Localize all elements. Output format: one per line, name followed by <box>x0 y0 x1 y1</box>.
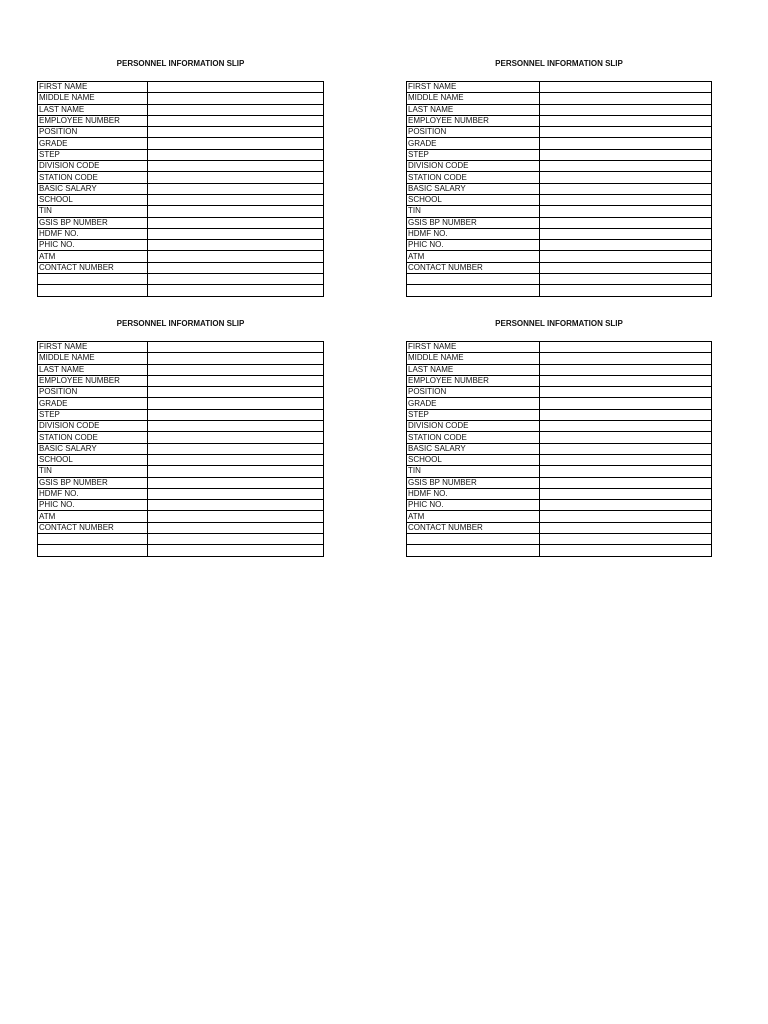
table-row <box>38 421 324 432</box>
field-label: POSITION <box>407 387 540 398</box>
table-row <box>38 115 324 126</box>
field-label: STEP <box>407 149 540 160</box>
field-label: CONTACT NUMBER <box>38 262 148 273</box>
table-row <box>407 387 712 398</box>
field-value-cell[interactable] <box>540 183 712 194</box>
field-label: LAST NAME <box>407 364 540 375</box>
table-row <box>407 500 712 511</box>
slip-table <box>406 81 712 297</box>
table-row <box>407 353 712 364</box>
field-value-cell[interactable] <box>148 194 324 205</box>
table-row <box>38 194 324 205</box>
field-label: HDMF NO. <box>38 228 148 239</box>
field-label: FIRST NAME <box>38 342 148 353</box>
field-label: PHIC NO. <box>407 240 540 251</box>
field-value-cell[interactable] <box>148 353 324 364</box>
table-row <box>407 127 712 138</box>
table-row <box>407 364 712 375</box>
table-row <box>407 477 712 488</box>
table-row <box>38 398 324 409</box>
field-label: TIN <box>407 466 540 477</box>
field-label: STEP <box>38 149 148 160</box>
field-label: EMPLOYEE NUMBER <box>38 375 148 386</box>
field-value-cell[interactable] <box>540 421 712 432</box>
field-label: SCHOOL <box>38 194 148 205</box>
field-label: FIRST NAME <box>38 82 148 93</box>
table-row <box>38 206 324 217</box>
table-row <box>38 409 324 420</box>
field-label <box>38 274 148 285</box>
field-value-cell[interactable] <box>540 115 712 126</box>
table-row <box>407 409 712 420</box>
field-value-cell[interactable] <box>540 488 712 499</box>
field-label: ATM <box>38 511 148 522</box>
field-value-cell[interactable] <box>148 398 324 409</box>
table-row <box>407 421 712 432</box>
field-label: GSIS BP NUMBER <box>407 217 540 228</box>
field-value-cell[interactable] <box>148 115 324 126</box>
table-row <box>38 488 324 499</box>
table-row <box>38 274 324 285</box>
field-value-cell[interactable] <box>148 500 324 511</box>
field-label: GSIS BP NUMBER <box>407 477 540 488</box>
field-label: MIDDLE NAME <box>407 93 540 104</box>
field-value-cell[interactable] <box>540 228 712 239</box>
field-value-cell[interactable] <box>540 398 712 409</box>
field-label: SCHOOL <box>407 454 540 465</box>
field-value-cell[interactable] <box>148 545 324 556</box>
field-value-cell[interactable] <box>540 454 712 465</box>
field-value-cell[interactable] <box>148 138 324 149</box>
slip-title: PERSONNEL INFORMATION SLIP <box>116 59 245 68</box>
field-label: PHIC NO. <box>38 240 148 251</box>
field-label: GRADE <box>407 138 540 149</box>
field-label: EMPLOYEE NUMBER <box>407 115 540 126</box>
field-label: STATION CODE <box>407 432 540 443</box>
field-label: STATION CODE <box>38 432 148 443</box>
field-label: MIDDLE NAME <box>38 93 148 104</box>
field-label: CONTACT NUMBER <box>407 522 540 533</box>
field-value-cell[interactable] <box>540 466 712 477</box>
field-value-cell[interactable] <box>148 511 324 522</box>
field-label: CONTACT NUMBER <box>38 522 148 533</box>
field-label: PHIC NO. <box>407 500 540 511</box>
field-value-cell[interactable] <box>148 409 324 420</box>
field-label: STATION CODE <box>38 172 148 183</box>
table-row <box>38 228 324 239</box>
field-value-cell[interactable] <box>148 443 324 454</box>
field-value-cell[interactable] <box>148 149 324 160</box>
table-row <box>38 251 324 262</box>
table-row <box>38 104 324 115</box>
field-label: GSIS BP NUMBER <box>38 477 148 488</box>
table-row <box>407 228 712 239</box>
table-row <box>407 217 712 228</box>
field-value-cell[interactable] <box>540 285 712 296</box>
field-value-cell[interactable] <box>148 161 324 172</box>
table-row <box>38 161 324 172</box>
field-label <box>38 285 148 296</box>
field-label: BASIC SALARY <box>38 443 148 454</box>
field-label: DIVISION CODE <box>38 421 148 432</box>
field-label: STEP <box>38 409 148 420</box>
table-row <box>407 82 712 93</box>
field-label: EMPLOYEE NUMBER <box>407 375 540 386</box>
field-label: DIVISION CODE <box>407 161 540 172</box>
field-label: EMPLOYEE NUMBER <box>38 115 148 126</box>
field-label: POSITION <box>38 127 148 138</box>
field-value-cell[interactable] <box>540 274 712 285</box>
slip-table <box>406 341 712 557</box>
field-label: LAST NAME <box>38 104 148 115</box>
field-label: STATION CODE <box>407 172 540 183</box>
table-row <box>407 342 712 353</box>
field-value-cell[interactable] <box>148 104 324 115</box>
field-value-cell[interactable] <box>148 240 324 251</box>
table-row <box>38 545 324 556</box>
field-value-cell[interactable] <box>540 545 712 556</box>
field-value-cell[interactable] <box>148 228 324 239</box>
table-row <box>38 240 324 251</box>
table-row <box>407 545 712 556</box>
field-value-cell[interactable] <box>540 127 712 138</box>
table-row <box>407 161 712 172</box>
field-value-cell[interactable] <box>540 82 712 93</box>
field-value-cell[interactable] <box>148 217 324 228</box>
table-row <box>407 138 712 149</box>
field-value-cell[interactable] <box>540 477 712 488</box>
table-row <box>407 115 712 126</box>
table-row <box>38 183 324 194</box>
table-row <box>38 93 324 104</box>
field-value-cell[interactable] <box>540 432 712 443</box>
field-value-cell[interactable] <box>540 534 712 545</box>
field-label: PHIC NO. <box>38 500 148 511</box>
slip-table <box>37 81 324 297</box>
table-row <box>407 285 712 296</box>
table-row <box>407 240 712 251</box>
table-row <box>407 398 712 409</box>
table-row <box>38 82 324 93</box>
field-value-cell[interactable] <box>540 375 712 386</box>
field-value-cell[interactable] <box>148 82 324 93</box>
field-label: ATM <box>407 251 540 262</box>
field-value-cell[interactable] <box>148 421 324 432</box>
field-label: DIVISION CODE <box>407 421 540 432</box>
field-value-cell[interactable] <box>540 251 712 262</box>
field-label <box>407 285 540 296</box>
table-row <box>407 443 712 454</box>
table-row <box>38 387 324 398</box>
slip-title: PERSONNEL INFORMATION SLIP <box>495 319 623 328</box>
table-row <box>407 194 712 205</box>
field-value-cell[interactable] <box>540 409 712 420</box>
field-value-cell[interactable] <box>148 477 324 488</box>
field-label: CONTACT NUMBER <box>407 262 540 273</box>
field-value-cell[interactable] <box>148 534 324 545</box>
field-label: DIVISION CODE <box>38 161 148 172</box>
table-row <box>38 466 324 477</box>
field-label <box>407 545 540 556</box>
field-label: BASIC SALARY <box>407 443 540 454</box>
table-row <box>38 500 324 511</box>
table-row <box>38 149 324 160</box>
field-value-cell[interactable] <box>540 194 712 205</box>
field-value-cell[interactable] <box>540 161 712 172</box>
field-value-cell[interactable] <box>148 364 324 375</box>
field-label: STEP <box>407 409 540 420</box>
field-value-cell[interactable] <box>148 522 324 533</box>
field-label: MIDDLE NAME <box>38 353 148 364</box>
field-value-cell[interactable] <box>148 466 324 477</box>
field-label: BASIC SALARY <box>38 183 148 194</box>
field-value-cell[interactable] <box>148 93 324 104</box>
field-label: TIN <box>38 466 148 477</box>
table-row <box>407 522 712 533</box>
field-value-cell[interactable] <box>540 217 712 228</box>
field-value-cell[interactable] <box>540 149 712 160</box>
field-label: LAST NAME <box>407 104 540 115</box>
field-label: GSIS BP NUMBER <box>38 217 148 228</box>
table-row <box>38 172 324 183</box>
table-row <box>38 522 324 533</box>
table-row <box>407 104 712 115</box>
field-value-cell[interactable] <box>540 522 712 533</box>
table-row <box>38 477 324 488</box>
field-label: HDMF NO. <box>38 488 148 499</box>
field-value-cell[interactable] <box>540 443 712 454</box>
field-value-cell[interactable] <box>540 104 712 115</box>
field-label <box>38 545 148 556</box>
table-row <box>407 262 712 273</box>
table-row <box>38 364 324 375</box>
field-value-cell[interactable] <box>148 127 324 138</box>
field-label <box>38 534 148 545</box>
field-value-cell[interactable] <box>148 172 324 183</box>
table-row <box>38 353 324 364</box>
field-label: SCHOOL <box>38 454 148 465</box>
table-row <box>38 138 324 149</box>
field-value-cell[interactable] <box>540 138 712 149</box>
field-value-cell[interactable] <box>540 364 712 375</box>
field-label: FIRST NAME <box>407 82 540 93</box>
field-value-cell[interactable] <box>148 432 324 443</box>
field-label: FIRST NAME <box>407 342 540 353</box>
slip-table <box>37 341 324 557</box>
field-value-cell[interactable] <box>148 251 324 262</box>
field-value-cell[interactable] <box>148 285 324 296</box>
table-row <box>38 443 324 454</box>
table-row <box>407 274 712 285</box>
field-value-cell[interactable] <box>540 500 712 511</box>
table-row <box>407 488 712 499</box>
field-label: POSITION <box>407 127 540 138</box>
table-row <box>407 511 712 522</box>
table-row <box>38 534 324 545</box>
table-row <box>38 285 324 296</box>
slip-title: PERSONNEL INFORMATION SLIP <box>495 59 623 68</box>
table-row <box>407 93 712 104</box>
field-label: TIN <box>38 206 148 217</box>
field-value-cell[interactable] <box>148 342 324 353</box>
slip-title: PERSONNEL INFORMATION SLIP <box>116 319 245 328</box>
table-row <box>38 342 324 353</box>
field-label <box>407 534 540 545</box>
table-row <box>407 172 712 183</box>
field-value-cell[interactable] <box>148 454 324 465</box>
table-row <box>407 251 712 262</box>
field-label: HDMF NO. <box>407 228 540 239</box>
field-value-cell[interactable] <box>540 387 712 398</box>
field-value-cell[interactable] <box>540 240 712 251</box>
field-value-cell[interactable] <box>148 387 324 398</box>
field-label: GRADE <box>407 398 540 409</box>
field-label: BASIC SALARY <box>407 183 540 194</box>
table-row <box>38 375 324 386</box>
field-value-cell[interactable] <box>148 488 324 499</box>
field-label: GRADE <box>38 398 148 409</box>
field-value-cell[interactable] <box>148 274 324 285</box>
field-label: SCHOOL <box>407 194 540 205</box>
table-row <box>407 375 712 386</box>
field-value-cell[interactable] <box>540 511 712 522</box>
table-row <box>38 217 324 228</box>
field-value-cell[interactable] <box>540 93 712 104</box>
field-label: MIDDLE NAME <box>407 353 540 364</box>
table-row <box>38 432 324 443</box>
table-row <box>38 262 324 273</box>
table-row <box>407 466 712 477</box>
table-row <box>407 432 712 443</box>
field-value-cell[interactable] <box>540 342 712 353</box>
field-label: HDMF NO. <box>407 488 540 499</box>
table-row <box>407 534 712 545</box>
field-label: GRADE <box>38 138 148 149</box>
field-value-cell[interactable] <box>540 172 712 183</box>
field-value-cell[interactable] <box>148 206 324 217</box>
table-row <box>407 206 712 217</box>
field-value-cell[interactable] <box>148 262 324 273</box>
field-label <box>407 274 540 285</box>
table-row <box>407 454 712 465</box>
table-row <box>38 454 324 465</box>
field-label: LAST NAME <box>38 364 148 375</box>
field-value-cell[interactable] <box>148 183 324 194</box>
field-value-cell[interactable] <box>148 375 324 386</box>
field-label: TIN <box>407 206 540 217</box>
field-label: ATM <box>38 251 148 262</box>
table-row <box>407 149 712 160</box>
field-value-cell[interactable] <box>540 206 712 217</box>
field-value-cell[interactable] <box>540 353 712 364</box>
field-value-cell[interactable] <box>540 262 712 273</box>
table-row <box>38 127 324 138</box>
field-label: POSITION <box>38 387 148 398</box>
table-row <box>407 183 712 194</box>
table-row <box>38 511 324 522</box>
field-label: ATM <box>407 511 540 522</box>
